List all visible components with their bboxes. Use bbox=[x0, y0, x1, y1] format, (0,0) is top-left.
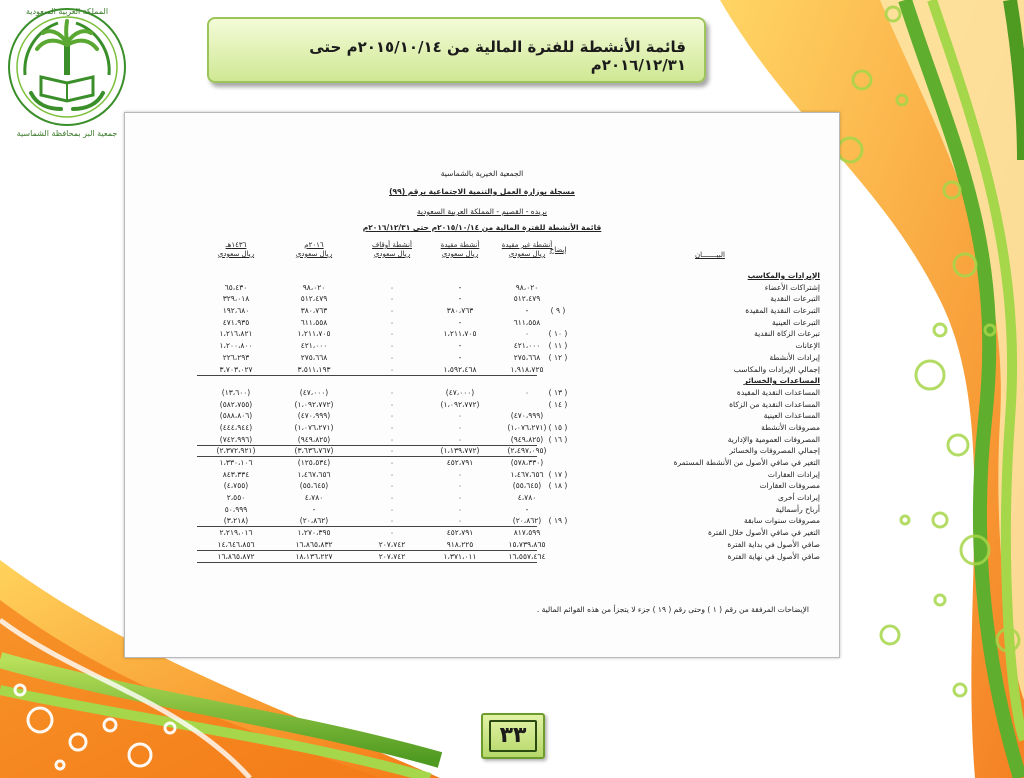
header-2016-title: ٢٠١٦م bbox=[304, 241, 324, 249]
organization-logo bbox=[3, 5, 131, 147]
row-endowment-value: ٠ bbox=[389, 411, 395, 421]
row-endowment-value: ٠ bbox=[389, 294, 395, 304]
table-row bbox=[125, 317, 839, 329]
row-unrestricted-value: ٨١٧،٥٩٩ bbox=[513, 528, 541, 538]
row-endowment-value: ٠ bbox=[389, 387, 395, 397]
statement-table bbox=[125, 270, 839, 562]
row-unrestricted-value: - bbox=[525, 306, 529, 316]
row-restricted-value: (٤٧،٠٠٠) bbox=[445, 387, 475, 397]
row-restricted-value: ٠ bbox=[457, 411, 463, 421]
row-endowment-value: ٠ bbox=[389, 364, 395, 374]
row-unrestricted-value: (٩٤٩،٨٢٥) bbox=[510, 434, 544, 444]
row-2016-value: ١٦،٨٦٥،٨٣٢ bbox=[295, 539, 333, 549]
table-row bbox=[125, 340, 839, 352]
row-2016-value: (٤٧٠،٩٩٩) bbox=[297, 411, 331, 421]
row-restricted-value: ٠ bbox=[457, 434, 463, 444]
table-row bbox=[125, 504, 839, 516]
row-endowment-value: ٠ bbox=[389, 282, 395, 292]
row-endowment-value: ٠ bbox=[389, 352, 395, 362]
header-endowment-title: أنشطة أوقاف bbox=[372, 241, 412, 249]
row-endowment-value: ٠ bbox=[389, 317, 395, 327]
row-1436-value: ١،٢١٦،٨٢١ bbox=[219, 329, 253, 339]
row-endowment-value: ٢٠٧،٧٤٢ bbox=[378, 551, 406, 561]
row-restricted-value: ٠ bbox=[457, 481, 463, 491]
table-row bbox=[125, 457, 839, 469]
row-2016-value: ٤،٧٨٠ bbox=[304, 493, 324, 503]
header-1436-currency: ريال سعودي bbox=[217, 250, 255, 258]
table-row bbox=[125, 387, 839, 399]
row-1436-value: ٦٥،٤٣٠ bbox=[224, 282, 248, 292]
row-label: التغير في صافي الأصول خلال الفترة bbox=[707, 528, 820, 538]
row-label: المساعدات النقدية المقيدة bbox=[736, 387, 820, 397]
row-2016-value: ٥١٢،٤٧٩ bbox=[300, 294, 328, 304]
row-2016-value: ١،٢٧٠،٣٩٥ bbox=[297, 528, 331, 538]
row-unrestricted-value: ١،٩١٨،٧٢٥ bbox=[510, 364, 544, 374]
table-row bbox=[125, 469, 839, 481]
row-2016-value: ١،٤٦٧،٦٥٦ bbox=[297, 469, 331, 479]
row-unrestricted-value: ١٦،٥٥٧،٤٦٤ bbox=[508, 551, 546, 561]
slide-title-box bbox=[207, 17, 706, 83]
row-endowment-value: ٠ bbox=[389, 469, 395, 479]
table-row bbox=[125, 364, 839, 376]
row-endowment-value: ٠ bbox=[389, 341, 395, 351]
row-unrestricted-value: ٩٨،٠٢٠ bbox=[515, 282, 539, 292]
row-endowment-value: ٠ bbox=[389, 306, 395, 316]
row-note: ( ١٧ ) bbox=[548, 469, 568, 479]
row-restricted-value: - bbox=[458, 282, 462, 292]
statement-footer-note: الإيضاحات المرفقة من رقم ( ١ ) وحتى رقم ( ١٩ ) جزء لا يتجزأ من هذه القوائم المالية . bbox=[536, 605, 809, 614]
row-2016-value: ٦١١،٥٥٨ bbox=[300, 317, 328, 327]
row-unrestricted-value: ٠ bbox=[524, 329, 530, 339]
row-label: مصروفات الأنشطة bbox=[761, 422, 820, 432]
row-label: التبرعات العينية bbox=[771, 317, 820, 327]
slide-title: قائمة الأنشطة للفترة المالية من ٢٠١٥/١٠/١٤م حتى ٢٠١٦/١٢/٣١م bbox=[309, 38, 686, 74]
row-1436-value: ١٦،٨٦٥،٨٧٢ bbox=[217, 551, 255, 561]
table-row bbox=[125, 293, 839, 305]
row-endowment-value: ٠ bbox=[389, 516, 395, 526]
table-row bbox=[125, 527, 839, 539]
row-2016-value: (٥٥،٦٤٥) bbox=[299, 481, 329, 491]
header-1436-title: ١٤٣٦هـ bbox=[225, 241, 247, 249]
row-endowment-value: ٠ bbox=[389, 399, 395, 409]
row-note: ( ١٩ ) bbox=[548, 516, 568, 526]
row-unrestricted-value: ١٥،٧٣٩،٨٦٥ bbox=[508, 539, 546, 549]
row-1436-value: ٢٢٦،٢٩٣ bbox=[222, 352, 250, 362]
row-note: ( ١١ ) bbox=[548, 341, 568, 351]
row-1436-value: ٣٢٩،٠١٨ bbox=[222, 294, 250, 304]
row-endowment-value: ٠ bbox=[389, 458, 395, 467]
row-2016-value: ١٨،١٣٦،٢٢٧ bbox=[295, 551, 333, 561]
table-row bbox=[125, 445, 839, 457]
row-2016-value: ٤٢١،٠٠٠ bbox=[300, 341, 328, 351]
row-label: تبرعات الزكاة النقدية bbox=[754, 329, 820, 339]
header-restricted-title: أنشطة مقيدة bbox=[440, 241, 480, 249]
header-2016 bbox=[275, 241, 353, 259]
row-endowment-value: ٠ bbox=[389, 446, 395, 456]
row-label: إشتراكات الأعضاء bbox=[764, 282, 820, 292]
book-under-palm-tree-emblem-icon bbox=[3, 5, 131, 129]
row-note: ( ١٨ ) bbox=[548, 481, 568, 491]
header-restricted bbox=[421, 241, 499, 259]
org-line-2: مسجلة بوزارة العمل والتنمية الاجتماعية برقم (٩٩) bbox=[389, 187, 575, 196]
row-label: التبرعات النقدية bbox=[770, 294, 820, 304]
total-rule bbox=[197, 562, 537, 563]
row-label: إجمالي الإيرادات والمكاسب bbox=[733, 364, 820, 374]
row-restricted-value: ٤٥٢،٧٩١ bbox=[446, 458, 474, 467]
row-label: التغير في صافي الأصول من الأنشطة المستمرة bbox=[673, 458, 820, 467]
row-endowment-value: ٠ bbox=[389, 493, 395, 503]
row-2016-value: ١،٢١١،٧٠٥ bbox=[297, 329, 331, 339]
row-label: التبرعات النقدية المقيدة bbox=[745, 306, 820, 316]
row-label: إيرادات أخرى bbox=[778, 493, 820, 503]
row-endowment-value: ٠ bbox=[389, 329, 395, 339]
row-unrestricted-value: ١،٤٦٧،٦٥٦ bbox=[510, 469, 544, 479]
row-label: أرباح رأسمالية bbox=[775, 504, 820, 514]
row-unrestricted-value: - bbox=[525, 504, 529, 514]
row-endowment-value: ٠ bbox=[389, 434, 395, 444]
row-note: ( ٩ ) bbox=[550, 306, 566, 316]
row-endowment-value: ٢٠٧،٧٤٢ bbox=[378, 539, 406, 549]
header-unrestricted-currency: ريال سعودي bbox=[508, 250, 546, 258]
row-unrestricted-value: ٠ bbox=[524, 387, 530, 397]
row-restricted-value: ٩١٨،٢٢٥ bbox=[446, 539, 474, 549]
row-label: المصروفات العمومية والإدارية bbox=[727, 434, 820, 444]
row-1436-value: (٣،٢١٨) bbox=[223, 516, 249, 526]
row-1436-value: (٤٤٤،٩٤٤) bbox=[219, 422, 253, 432]
row-label: إيرادات العقارات bbox=[767, 469, 820, 479]
statement-title: قائمة الأنشطة للفترة المالية من ٢٠١٥/١٠/١٤م حتى ٢٠١٦/١٢/٣١م bbox=[362, 223, 602, 232]
row-2016-value: (١،٠٧٦،٢٧١) bbox=[294, 422, 334, 432]
header-label: البيـــــــان bbox=[695, 251, 725, 259]
row-note: ( ١٣ ) bbox=[548, 387, 568, 397]
row-note: ( ١٥ ) bbox=[548, 422, 568, 432]
logo-top-text: المملكة العربية السعودية bbox=[25, 7, 109, 16]
row-label: صافي الأصول في نهاية الفترة bbox=[727, 551, 820, 561]
row-restricted-value: - bbox=[458, 352, 462, 362]
header-2016-currency: ريال سعودي bbox=[295, 250, 333, 258]
row-2016-value: (٤٧،٠٠٠) bbox=[299, 387, 329, 397]
row-1436-value: ٣،٧٠٣،٠٢٧ bbox=[219, 364, 253, 374]
row-1436-value: ٢،٥٥٠ bbox=[226, 493, 246, 503]
row-restricted-value: (١،٠٩٢،٧٧٢) bbox=[440, 399, 480, 409]
table-row bbox=[125, 282, 839, 294]
row-restricted-value: (١،١٣٩،٧٧٢) bbox=[440, 446, 480, 456]
row-restricted-value: ٠ bbox=[457, 469, 463, 479]
row-1436-value: (٧٤٢،٩٩٦) bbox=[219, 434, 253, 444]
row-note: ( ١٠ ) bbox=[548, 329, 568, 339]
row-restricted-value: - bbox=[458, 341, 462, 351]
row-1436-value: ٥٠،٩٩٩ bbox=[224, 504, 248, 514]
table-row bbox=[125, 305, 839, 317]
row-restricted-value: ١،٣٧١،٠١١ bbox=[443, 551, 477, 561]
table-row bbox=[125, 328, 839, 340]
row-1436-value: (٢،٣٧٢،٩٢١) bbox=[216, 446, 256, 456]
header-note: إيضاح bbox=[549, 246, 567, 254]
row-unrestricted-value: (٤٧٠،٩٩٩) bbox=[510, 411, 544, 421]
row-unrestricted-value: ٥١٢،٤٧٩ bbox=[513, 294, 541, 304]
row-restricted-value: ٣٨٠،٧٦٣ bbox=[446, 306, 474, 316]
row-label: الإعانات bbox=[795, 341, 820, 351]
row-1436-value: ١،٢٠٠،٨٠٠ bbox=[219, 341, 253, 351]
row-endowment-value: ٠ bbox=[389, 504, 395, 514]
table-row bbox=[125, 410, 839, 422]
row-label: المساعدات النقدية من الزكاة bbox=[729, 399, 820, 409]
row-restricted-value: - bbox=[458, 317, 462, 327]
header-endowment bbox=[353, 241, 431, 259]
row-1436-value: ٢،٢١٩،٠١٦ bbox=[219, 528, 253, 538]
row-restricted-value: ٠ bbox=[457, 516, 463, 526]
header-restricted-currency: ريال سعودي bbox=[441, 250, 479, 258]
row-label: المساعدات والخسائر bbox=[743, 376, 820, 386]
row-note: ( ١٢ ) bbox=[548, 352, 568, 362]
row-restricted-value: - bbox=[458, 294, 462, 304]
table-row bbox=[125, 515, 839, 527]
row-1436-value: ١٤،٦٤٦،٨٥٦ bbox=[217, 539, 255, 549]
row-2016-value: (٩٤٩،٨٢٥) bbox=[297, 434, 331, 444]
row-note: ( ١٤ ) bbox=[548, 399, 568, 409]
table-row bbox=[125, 270, 839, 282]
row-2016-value: (١،٠٩٢،٧٧٢) bbox=[294, 399, 334, 409]
row-1436-value: (١٣،٦٠٠) bbox=[221, 387, 251, 397]
row-unrestricted-value: ٤٢١،٠٠٠ bbox=[513, 341, 541, 351]
table-row bbox=[125, 492, 839, 504]
header-endowment-currency: ريال سعودي bbox=[373, 250, 411, 258]
row-unrestricted-value: (٢٠،٨٦٢) bbox=[512, 516, 542, 526]
row-restricted-value: ٠ bbox=[457, 504, 463, 514]
row-unrestricted-value: (٥٧٨،٣٣٠) bbox=[510, 458, 544, 467]
row-1436-value: (٥٨٨،٨٠٦) bbox=[219, 411, 253, 421]
row-label: إجمالي المصروفات والخسائر bbox=[729, 446, 820, 456]
row-2016-value: (١٢٥،٥٣٤) bbox=[297, 458, 331, 467]
row-restricted-value: ٠ bbox=[457, 422, 463, 432]
row-unrestricted-value: (٥٥،٦٤٥) bbox=[512, 481, 542, 491]
row-2016-value: ٣،٥١١،١٩٣ bbox=[297, 364, 331, 374]
row-unrestricted-value: ٢٧٥،٦٦٨ bbox=[513, 352, 541, 362]
page-number: ٣٣ bbox=[489, 720, 537, 752]
header-unrestricted-title: أنشطة غير مقيدة bbox=[501, 241, 553, 249]
row-label: مصروفات سنوات سابقة bbox=[743, 516, 820, 526]
row-1436-value: (٥٨٢،٧٥٥) bbox=[219, 399, 253, 409]
row-restricted-value: ١،٢١١،٧٠٥ bbox=[443, 329, 477, 339]
row-1436-value: ٤٧١،٩٣٥ bbox=[222, 317, 250, 327]
row-restricted-value: ٤٥٢،٧٩١ bbox=[446, 528, 474, 538]
table-row bbox=[125, 434, 839, 446]
row-endowment-value: ٠ bbox=[389, 422, 395, 432]
table-row bbox=[125, 480, 839, 492]
row-2016-value: (٢٠،٨٦٢) bbox=[299, 516, 329, 526]
table-row bbox=[125, 539, 839, 551]
row-label: المساعدات العينية bbox=[763, 411, 820, 421]
financial-statement-document bbox=[124, 112, 840, 658]
row-unrestricted-value: ٤،٧٨٠ bbox=[517, 493, 537, 503]
row-restricted-value: ١،٥٩٢،٤٦٨ bbox=[443, 364, 477, 374]
row-restricted-value: ٠ bbox=[457, 493, 463, 503]
row-label: إيرادات الأنشطة bbox=[769, 352, 820, 362]
header-1436 bbox=[197, 241, 275, 259]
row-1436-value: ١٩٢،٦٨٠ bbox=[222, 306, 250, 316]
table-row bbox=[125, 422, 839, 434]
row-2016-value: ٩٨،٠٢٠ bbox=[302, 282, 326, 292]
row-label: مصروفات العقارات bbox=[759, 481, 820, 491]
row-2016-value: - bbox=[312, 504, 316, 514]
table-row bbox=[125, 551, 839, 563]
header-unrestricted bbox=[488, 241, 566, 259]
row-label: صافي الأصول في بداية الفترة bbox=[727, 539, 820, 549]
row-endowment-value: ٠ bbox=[389, 481, 395, 491]
page-number-box bbox=[481, 713, 545, 759]
row-2016-value: ٢٧٥،٦٦٨ bbox=[300, 352, 328, 362]
table-row bbox=[125, 375, 839, 387]
table-row bbox=[125, 352, 839, 364]
row-note: ( ١٦ ) bbox=[548, 434, 568, 444]
row-2016-value: ٣٨٠،٧٦٣ bbox=[300, 306, 328, 316]
row-2016-value: (٣،٦٣٦،٧٦٧) bbox=[294, 446, 334, 456]
org-line-1: الجمعية الخيرية بالشماسية bbox=[440, 169, 524, 178]
row-endowment-value: ٠ bbox=[389, 528, 395, 538]
row-label: الإيرادات والمكاسب bbox=[747, 271, 820, 280]
row-1436-value: (٤،٧٥٥) bbox=[223, 481, 249, 491]
logo-bottom-text: جمعية البر بمحافظة الشماسية bbox=[16, 129, 118, 138]
org-line-3: بريده - القصيم - المملكة العربية السعودية bbox=[416, 207, 547, 216]
table-row bbox=[125, 399, 839, 411]
row-unrestricted-value: ٦١١،٥٥٨ bbox=[513, 317, 541, 327]
row-unrestricted-value: (٢،٤٩٧،٠٩٥) bbox=[507, 446, 547, 456]
row-1436-value: ١،٣٣٠،١٠٦ bbox=[219, 458, 253, 467]
row-1436-value: ٨٤٣،٣٣٤ bbox=[222, 469, 250, 479]
row-unrestricted-value: (١،٠٧٦،٢٧١) bbox=[507, 422, 547, 432]
